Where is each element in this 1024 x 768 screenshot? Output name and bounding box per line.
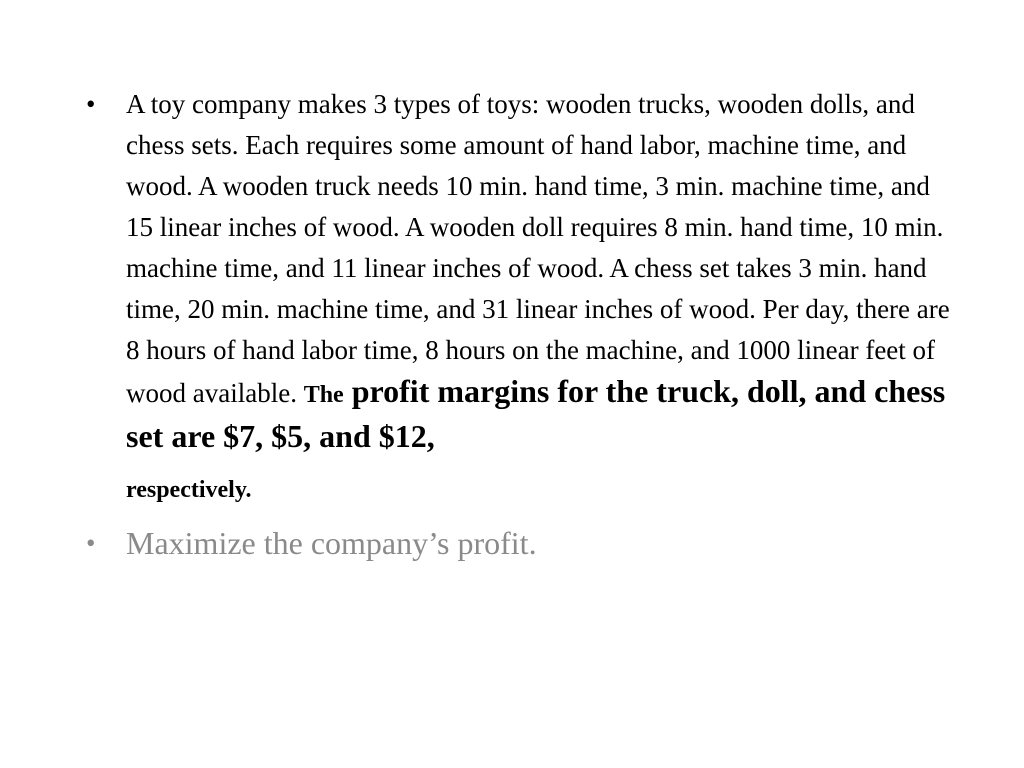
objective-bullet bbox=[82, 523, 952, 563]
bullet-marker: • bbox=[86, 528, 96, 558]
profit-margins-end: respectively. bbox=[126, 477, 252, 503]
problem-statement-bullet bbox=[82, 84, 952, 519]
objective-text: Maximize the company’s profit. bbox=[126, 525, 537, 561]
bullet-list bbox=[82, 84, 952, 563]
bullet-marker: • bbox=[86, 89, 96, 119]
profit-lead-word: The bbox=[303, 382, 344, 408]
problem-statement-text: A toy company makes 3 types of toys: wooden trucks, wooden dolls, and chess sets. Each requires some amount of hand labor, machine time, and wood. A wooden truck needs 10 min. hand time, 3 min. machine time, and 15 linear inches of wood. A wooden doll requires 8 min. hand time, 10 min. machine time, and 11 linear inches of wood. A chess set takes 3 min. hand time, 20 min. machine time, and 31 linear inches of wood. Per day, there are 8 hours of hand labor time, 8 hours on the machine, and 1000 linear feet of wood available. bbox=[126, 89, 950, 408]
profit-margins-text: profit margins for the truck, doll, and chess set are $7, $5, and $12, bbox=[126, 373, 946, 454]
